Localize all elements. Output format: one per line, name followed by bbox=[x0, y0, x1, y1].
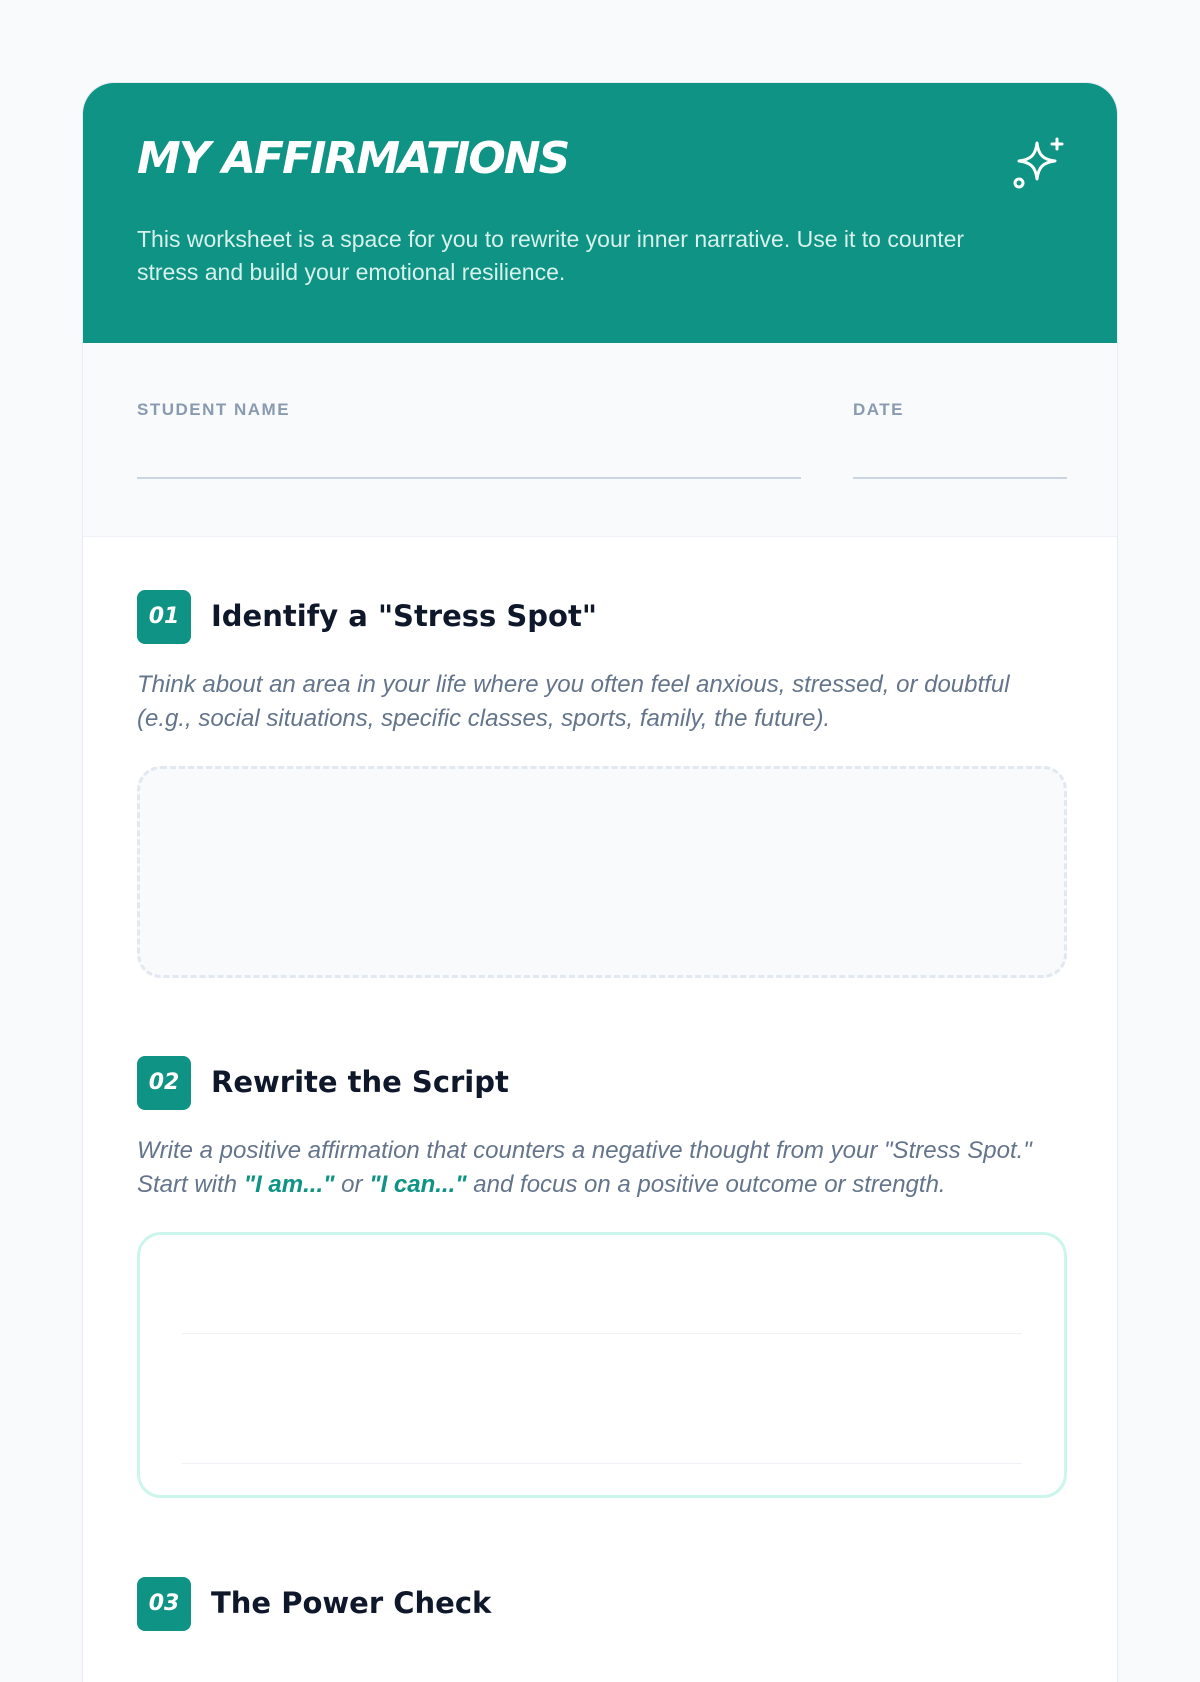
section-instruction: Think about an area in your life where you often feel anxious, stressed, or doubtful (e.g., social situations, specific classes, sports, family, the future). bbox=[137, 671, 1010, 732]
sparkle-icon bbox=[1011, 137, 1067, 193]
header-banner bbox=[83, 83, 1118, 343]
section-number-badge: 02 bbox=[137, 1056, 191, 1110]
section-title: Rewrite the Script bbox=[211, 1065, 509, 1099]
worksheet-card bbox=[82, 82, 1118, 1682]
instruction-text: or bbox=[334, 1171, 370, 1198]
date-label: DATE bbox=[853, 400, 905, 419]
page-description: This worksheet is a space for you to rewrite your inner narrative. Use it to counter stress and build your emotional resilience. bbox=[137, 226, 965, 285]
i-can-prompt: "I can..." bbox=[369, 1171, 467, 1198]
affirmation-answer-box[interactable] bbox=[137, 1232, 1067, 1498]
section-title: Identify a "Stress Spot" bbox=[211, 599, 597, 633]
student-info-section bbox=[83, 343, 1118, 537]
stress-spot-answer-box[interactable] bbox=[137, 766, 1067, 978]
i-am-prompt: "I am..." bbox=[243, 1171, 335, 1198]
page-title: MY AFFIRMATIONS bbox=[137, 133, 569, 184]
writing-line bbox=[182, 1333, 1022, 1334]
instruction-text: and focus on a positive outcome or strength. bbox=[466, 1171, 946, 1198]
student-name-label: STUDENT NAME bbox=[137, 400, 291, 419]
writing-line bbox=[182, 1463, 1022, 1464]
section-number-badge: 01 bbox=[137, 590, 191, 644]
instruction-text: Write a positive affirmation that counters a negative thought from your "Stress Spot." Start with bbox=[137, 1137, 1032, 1198]
section-instruction bbox=[137, 1134, 1067, 1202]
student-name-field[interactable] bbox=[137, 477, 801, 479]
section-number-badge: 03 bbox=[137, 1577, 191, 1631]
section-title: The Power Check bbox=[211, 1586, 492, 1620]
date-field[interactable] bbox=[853, 477, 1067, 479]
